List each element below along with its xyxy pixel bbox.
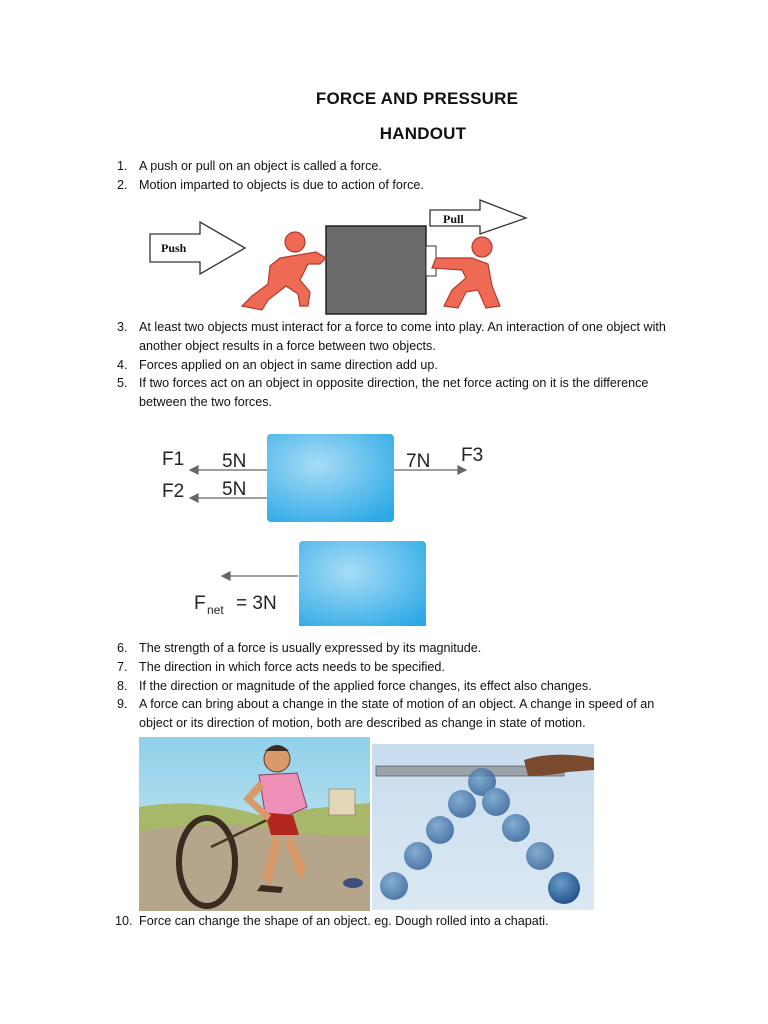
heavy-box bbox=[326, 226, 426, 314]
force-f3-value: 7N bbox=[406, 451, 431, 472]
forces-diagram bbox=[150, 428, 495, 626]
page-subtitle: HANDOUT bbox=[379, 124, 467, 143]
item-text: Motion imparted to objects is due to action of force. bbox=[139, 177, 424, 192]
item-number: 2. bbox=[117, 177, 128, 192]
item-text: A push or pull on an object is called a force. bbox=[139, 159, 382, 173]
list-item bbox=[117, 356, 687, 375]
item-text: Force can change the shape of an object. eg. Dough rolled into a chapati. bbox=[139, 914, 549, 928]
pulling-person-icon bbox=[432, 237, 500, 308]
list-item bbox=[117, 658, 687, 677]
list-item bbox=[117, 318, 687, 356]
list-item bbox=[117, 374, 687, 412]
item-number: 7. bbox=[117, 659, 128, 674]
force-f2-label: F2 bbox=[162, 481, 185, 502]
force-f3-label: F3 bbox=[461, 445, 484, 466]
f1-arrowhead-icon bbox=[190, 466, 198, 474]
list-item bbox=[117, 677, 687, 696]
force-f1-label: F1 bbox=[162, 449, 185, 470]
item-text: At least two objects must interact for a force to come into play. An interaction of one object with another object results in a force between two objects. bbox=[139, 320, 666, 353]
item-text: The strength of a force is usually expressed by its magnitude. bbox=[139, 641, 482, 655]
item-text: A force can bring about a change in the state of motion of an object. A change in speed of an object or its direction of motion, both are described as change in state of motion. bbox=[139, 697, 655, 731]
boy-rolling-hoop-illustration bbox=[139, 737, 370, 911]
pushing-person-icon bbox=[242, 232, 326, 310]
item-number: 8. bbox=[117, 678, 128, 693]
item-number: 1. bbox=[117, 159, 128, 173]
item-number: 9. bbox=[117, 697, 128, 712]
numbered-list-3 bbox=[117, 639, 687, 733]
page-title: FORCE AND PRESSURE bbox=[315, 89, 519, 108]
blue-box-1 bbox=[267, 434, 394, 522]
net-force-value: = 3N bbox=[236, 593, 277, 614]
force-f2-value: 5N bbox=[222, 479, 247, 500]
f3-arrowhead-icon bbox=[458, 466, 466, 474]
fnet-arrowhead-icon bbox=[222, 572, 230, 580]
item-text: If two forces act on an object in opposite direction, the net force acting on it is the difference between the two forces. bbox=[139, 376, 649, 410]
item-number: 6. bbox=[117, 641, 128, 655]
blue-box-2 bbox=[299, 541, 426, 626]
push-label: Push bbox=[161, 241, 187, 255]
push-pull-illustration bbox=[140, 196, 547, 318]
pull-label: Pull bbox=[443, 212, 464, 226]
list-item bbox=[117, 176, 687, 195]
net-force-symbol: F bbox=[194, 593, 206, 614]
ball-icon bbox=[548, 872, 580, 904]
list-item bbox=[115, 912, 685, 931]
stone-icon bbox=[343, 878, 363, 888]
item-number: 10. bbox=[115, 914, 133, 928]
list-item bbox=[117, 157, 687, 176]
net-force-subscript: net bbox=[207, 603, 224, 617]
house-icon bbox=[329, 789, 355, 815]
numbered-list-4 bbox=[115, 912, 685, 931]
f2-arrowhead-icon bbox=[190, 494, 198, 502]
force-f1-value: 5N bbox=[222, 451, 247, 472]
list-item bbox=[117, 695, 687, 733]
list-item bbox=[117, 639, 687, 658]
ball-deflection-illustration bbox=[372, 744, 594, 910]
item-number: 3. bbox=[117, 320, 128, 334]
numbered-list-2 bbox=[117, 318, 687, 412]
item-number: 5. bbox=[117, 376, 128, 391]
item-number: 4. bbox=[117, 357, 128, 372]
item-text: If the direction or magnitude of the applied force changes, its effect also changes. bbox=[139, 678, 592, 693]
item-text: The direction in which force acts needs to be specified. bbox=[139, 659, 445, 674]
item-text: Forces applied on an object in same direction add up. bbox=[139, 357, 438, 372]
numbered-list-1 bbox=[117, 157, 687, 195]
